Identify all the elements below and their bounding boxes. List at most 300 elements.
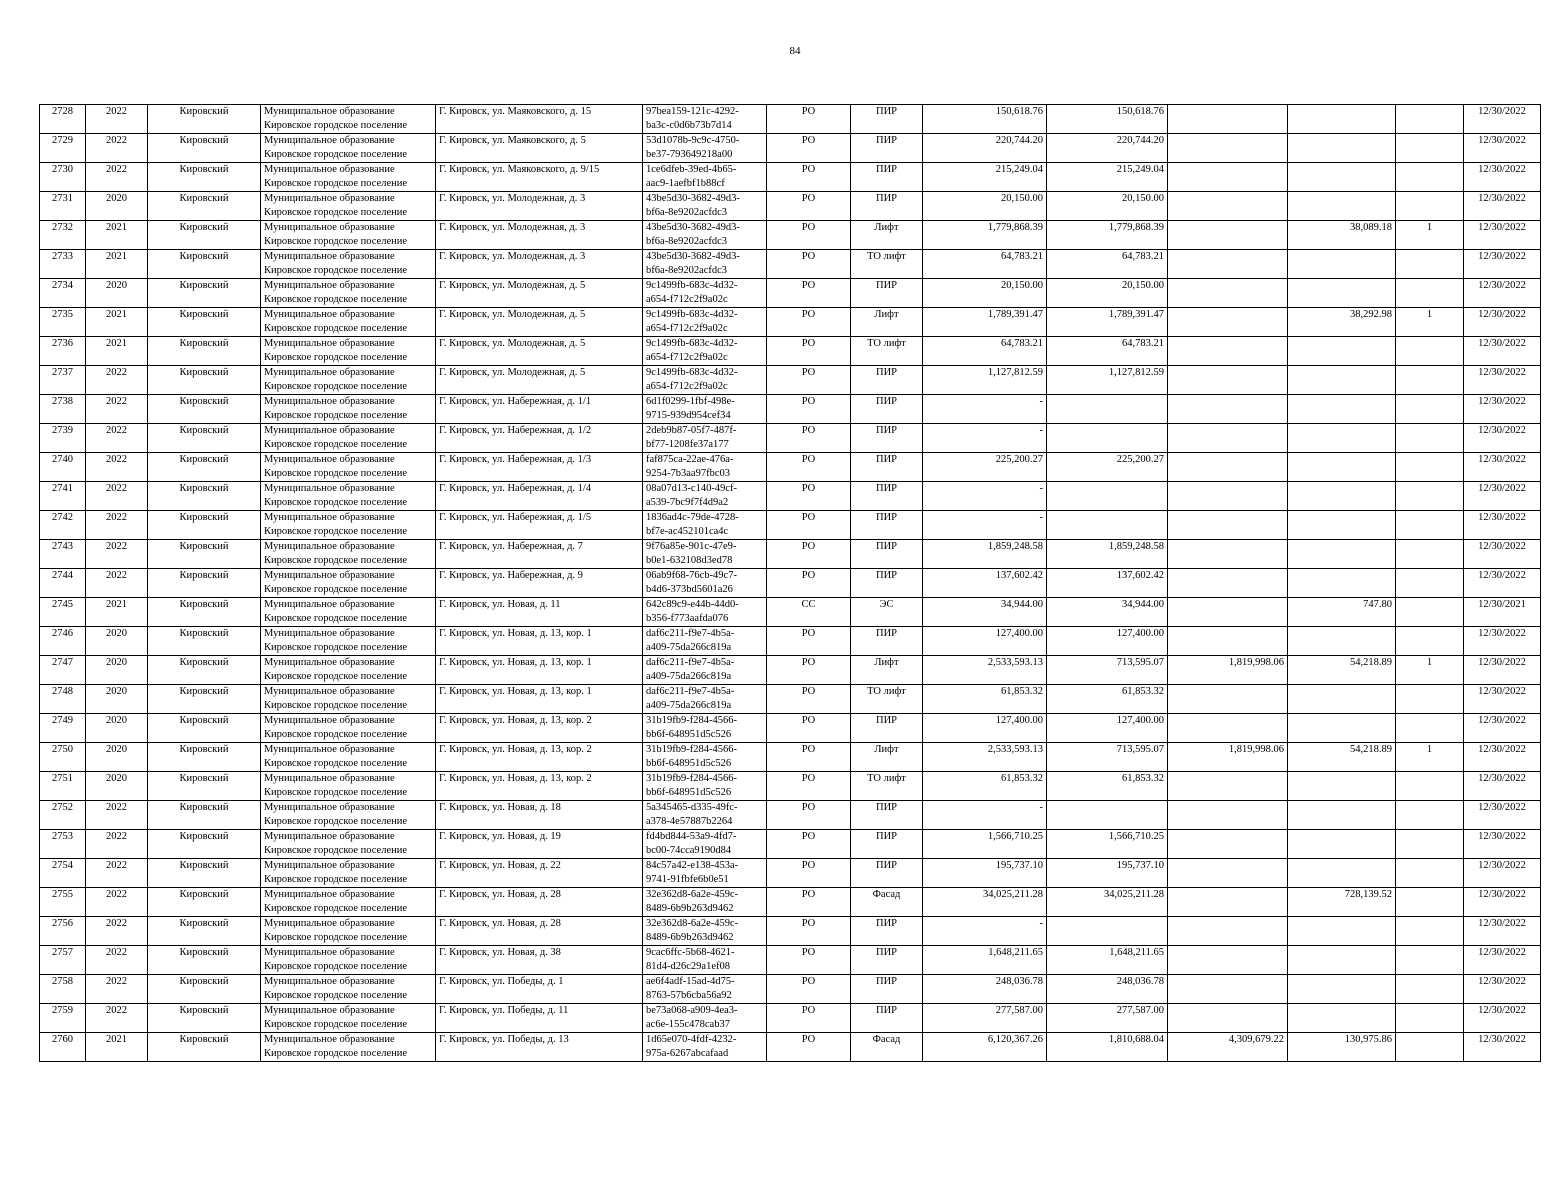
house-guid-cell [643,830,767,859]
total-sum-cell: - [923,482,1047,511]
program-type-cell: РО [767,540,851,569]
municipality-cell [261,163,436,192]
date-cell: 12/30/2022 [1464,772,1541,801]
district-cell: Кировский [148,598,261,627]
remaining-sum-cell [1168,685,1288,714]
remaining-sum-cell: 4,309,679.22 [1168,1033,1288,1062]
district-cell: Кировский [148,975,261,1004]
year-cell: 2021 [86,221,148,250]
total-sum-cell: 150,618.76 [923,105,1047,134]
house-guid-cell [643,366,767,395]
address-cell: Г. Кировск, ул. Маяковского, д. 15 [436,105,643,134]
municipality-line-1: Муниципальное образование [264,222,395,233]
municipality-cell [261,1033,436,1062]
guid-part-2: b356-f773aafda076 [646,613,729,624]
table-row [40,743,1541,772]
remaining-sum-cell [1168,714,1288,743]
remaining-sum-cell [1168,627,1288,656]
address-cell: Г. Кировск, ул. Молодежная, д. 5 [436,308,643,337]
program-type-cell: РО [767,714,851,743]
address-cell: Г. Кировск, ул. Маяковского, д. 5 [436,134,643,163]
house-guid-cell [643,917,767,946]
program-type-cell: РО [767,395,851,424]
row-number-cell: 2752 [40,801,86,830]
address-cell: Г. Кировск, ул. Набережная, д. 7 [436,540,643,569]
count-cell [1396,801,1464,830]
table-row [40,105,1541,134]
district-cell: Кировский [148,221,261,250]
municipality-line-2: Кировское городское поселение [264,1019,408,1030]
guid-part-2: 9254-7b3aa97fbc03 [646,468,730,479]
table-row [40,598,1541,627]
count-cell [1396,366,1464,395]
total-sum-cell: 1,779,868.39 [923,221,1047,250]
additional-sum-cell [1288,830,1396,859]
remaining-sum-cell [1168,569,1288,598]
row-number-cell: 2744 [40,569,86,598]
municipality-line-2: Кировское городское поселение [264,468,408,479]
guid-part-2: bf7e-ac452101ca4c [646,526,729,537]
guid-part-1: 84c57a42-e138-453a- [646,860,739,871]
guid-part-2: bb6f-648951d5c526 [646,787,732,798]
municipality-cell [261,192,436,221]
municipality-line-1: Муниципальное образование [264,744,395,755]
paid-sum-cell [1047,511,1168,540]
municipality-line-1: Муниципальное образование [264,599,395,610]
additional-sum-cell [1288,975,1396,1004]
work-type-cell: ПИР [851,482,923,511]
date-cell: 12/30/2022 [1464,569,1541,598]
municipality-line-2: Кировское городское поселение [264,555,408,566]
district-cell: Кировский [148,685,261,714]
count-cell [1396,627,1464,656]
row-number-cell: 2746 [40,627,86,656]
municipality-line-1: Муниципальное образование [264,309,395,320]
municipality-line-1: Муниципальное образование [264,541,395,552]
guid-part-1: 9c1499fb-683c-4d32- [646,280,738,291]
house-guid-cell [643,453,767,482]
guid-part-2: 8489-6b9b263d9462 [646,932,734,943]
house-guid-cell [643,511,767,540]
remaining-sum-cell [1168,366,1288,395]
municipality-line-2: Кировское городское поселение [264,990,408,1001]
additional-sum-cell [1288,337,1396,366]
table-row [40,366,1541,395]
municipality-line-1: Муниципальное образование [264,831,395,842]
work-type-cell: ПИР [851,366,923,395]
table-row [40,424,1541,453]
year-cell: 2020 [86,627,148,656]
address-cell: Г. Кировск, ул. Набережная, д. 9 [436,569,643,598]
date-cell: 12/30/2022 [1464,105,1541,134]
year-cell: 2022 [86,975,148,1004]
program-type-cell: РО [767,221,851,250]
row-number-cell: 2758 [40,975,86,1004]
municipality-line-2: Кировское городское поселение [264,613,408,624]
additional-sum-cell [1288,395,1396,424]
row-number-cell: 2735 [40,308,86,337]
guid-part-1: 43be5d30-3682-49d3- [646,251,740,262]
row-number-cell: 2732 [40,221,86,250]
row-number-cell: 2730 [40,163,86,192]
paid-sum-cell: 150,618.76 [1047,105,1168,134]
address-cell: Г. Кировск, ул. Новая, д. 13, кор. 1 [436,685,643,714]
date-cell: 12/30/2022 [1464,627,1541,656]
paid-sum-cell: 195,737.10 [1047,859,1168,888]
table-row [40,453,1541,482]
house-guid-cell [643,627,767,656]
paid-sum-cell: 215,249.04 [1047,163,1168,192]
table-row [40,163,1541,192]
count-cell [1396,569,1464,598]
guid-part-1: 43be5d30-3682-49d3- [646,222,740,233]
year-cell: 2022 [86,511,148,540]
municipality-cell [261,540,436,569]
row-number-cell: 2745 [40,598,86,627]
work-type-cell: ПИР [851,946,923,975]
municipality-line-1: Муниципальное образование [264,889,395,900]
guid-part-2: 9741-91fbfe6b0e51 [646,874,729,885]
additional-sum-cell [1288,279,1396,308]
municipality-line-1: Муниципальное образование [264,570,395,581]
row-number-cell: 2755 [40,888,86,917]
address-cell: Г. Кировск, ул. Новая, д. 22 [436,859,643,888]
address-cell: Г. Кировск, ул. Набережная, д. 1/3 [436,453,643,482]
date-cell: 12/30/2021 [1464,598,1541,627]
guid-part-1: 1836ad4c-79de-4728- [646,512,739,523]
table-row [40,888,1541,917]
total-sum-cell: 1,789,391.47 [923,308,1047,337]
row-number-cell: 2733 [40,250,86,279]
house-guid-cell [643,221,767,250]
house-guid-cell [643,859,767,888]
house-guid-cell [643,685,767,714]
row-number-cell: 2741 [40,482,86,511]
count-cell [1396,337,1464,366]
house-guid-cell [643,1033,767,1062]
total-sum-cell: 61,853.32 [923,772,1047,801]
paid-sum-cell: 64,783.21 [1047,250,1168,279]
remaining-sum-cell [1168,946,1288,975]
paid-sum-cell: 137,602.42 [1047,569,1168,598]
total-sum-cell: 2,533,593.13 [923,656,1047,685]
paid-sum-cell: 225,200.27 [1047,453,1168,482]
date-cell: 12/30/2022 [1464,685,1541,714]
count-cell: 1 [1396,308,1464,337]
district-cell: Кировский [148,714,261,743]
district-cell: Кировский [148,540,261,569]
municipality-line-2: Кировское городское поселение [264,932,408,943]
work-type-cell: ПИР [851,511,923,540]
municipality-line-1: Муниципальное образование [264,396,395,407]
municipality-line-2: Кировское городское поселение [264,497,408,508]
date-cell: 12/30/2022 [1464,337,1541,366]
municipality-line-2: Кировское городское поселение [264,352,408,363]
date-cell: 12/30/2022 [1464,482,1541,511]
count-cell: 1 [1396,221,1464,250]
paid-sum-cell: 64,783.21 [1047,337,1168,366]
paid-sum-cell: 20,150.00 [1047,192,1168,221]
guid-part-1: 9c1499fb-683c-4d32- [646,309,738,320]
work-type-cell: Фасад [851,1033,923,1062]
guid-part-2: bf6a-8e9202acfdc3 [646,207,728,218]
total-sum-cell: 195,737.10 [923,859,1047,888]
address-cell: Г. Кировск, ул. Новая, д. 13, кор. 2 [436,714,643,743]
municipality-cell [261,308,436,337]
table-row [40,656,1541,685]
house-guid-cell [643,250,767,279]
guid-part-2: a378-4e57887b2264 [646,816,733,827]
address-cell: Г. Кировск, ул. Молодежная, д. 5 [436,279,643,308]
date-cell: 12/30/2022 [1464,424,1541,453]
district-cell: Кировский [148,656,261,685]
municipality-line-1: Муниципальное образование [264,251,395,262]
program-type-cell: РО [767,627,851,656]
municipality-line-2: Кировское городское поселение [264,149,408,160]
municipality-cell [261,1004,436,1033]
table-row [40,482,1541,511]
program-type-cell: РО [767,105,851,134]
total-sum-cell: 1,566,710.25 [923,830,1047,859]
date-cell: 12/30/2022 [1464,975,1541,1004]
guid-part-1: daf6c211-f9e7-4b5a- [646,657,735,668]
municipality-line-2: Кировское городское поселение [264,671,408,682]
guid-part-2: a654-f712c2f9a02c [646,323,728,334]
remaining-sum-cell [1168,830,1288,859]
guid-part-2: a654-f712c2f9a02c [646,294,728,305]
address-cell: Г. Кировск, ул. Молодежная, д. 5 [436,366,643,395]
address-cell: Г. Кировск, ул. Набережная, д. 1/1 [436,395,643,424]
row-number-cell: 2743 [40,540,86,569]
table-row [40,250,1541,279]
guid-part-1: 53d1078b-9c9c-4750- [646,135,740,146]
district-cell: Кировский [148,801,261,830]
guid-part-1: 06ab9f68-76cb-49c7- [646,570,737,581]
municipality-line-2: Кировское городское поселение [264,903,408,914]
year-cell: 2021 [86,308,148,337]
municipality-line-1: Муниципальное образование [264,106,395,117]
additional-sum-cell [1288,424,1396,453]
count-cell [1396,134,1464,163]
program-type-cell: РО [767,685,851,714]
municipality-line-1: Муниципальное образование [264,860,395,871]
address-cell: Г. Кировск, ул. Новая, д. 19 [436,830,643,859]
work-type-cell: ПИР [851,975,923,1004]
paid-sum-cell [1047,395,1168,424]
paid-sum-cell: 1,566,710.25 [1047,830,1168,859]
municipality-line-1: Муниципальное образование [264,657,395,668]
municipality-line-2: Кировское городское поселение [264,758,408,769]
table-row [40,859,1541,888]
guid-part-1: be73a068-a909-4ea3- [646,1005,738,1016]
row-number-cell: 2759 [40,1004,86,1033]
additional-sum-cell [1288,250,1396,279]
date-cell: 12/30/2022 [1464,946,1541,975]
year-cell: 2020 [86,714,148,743]
year-cell: 2020 [86,743,148,772]
municipality-cell [261,424,436,453]
count-cell [1396,1033,1464,1062]
work-type-cell: ПИР [851,395,923,424]
program-type-cell: РО [767,1004,851,1033]
count-cell [1396,859,1464,888]
count-cell [1396,975,1464,1004]
date-cell: 12/30/2022 [1464,656,1541,685]
table-row [40,134,1541,163]
remaining-sum-cell [1168,540,1288,569]
district-cell: Кировский [148,424,261,453]
remaining-sum-cell [1168,801,1288,830]
additional-sum-cell [1288,627,1396,656]
year-cell: 2022 [86,134,148,163]
address-cell: Г. Кировск, ул. Молодежная, д. 3 [436,192,643,221]
additional-sum-cell [1288,772,1396,801]
additional-sum-cell [1288,714,1396,743]
municipality-cell [261,743,436,772]
table-row [40,830,1541,859]
additional-sum-cell [1288,163,1396,192]
date-cell: 12/30/2022 [1464,743,1541,772]
house-guid-cell [643,598,767,627]
guid-part-1: 9c1499fb-683c-4d32- [646,338,738,349]
additional-sum-cell: 130,975.86 [1288,1033,1396,1062]
remaining-sum-cell [1168,250,1288,279]
remaining-sum-cell [1168,134,1288,163]
district-cell: Кировский [148,366,261,395]
row-number-cell: 2729 [40,134,86,163]
total-sum-cell: 61,853.32 [923,685,1047,714]
program-type-cell: РО [767,163,851,192]
program-type-cell: РО [767,801,851,830]
guid-part-2: a654-f712c2f9a02c [646,381,728,392]
municipality-line-1: Муниципальное образование [264,367,395,378]
municipality-line-2: Кировское городское поселение [264,439,408,450]
year-cell: 2022 [86,917,148,946]
municipality-line-1: Муниципальное образование [264,164,395,175]
row-number-cell: 2748 [40,685,86,714]
paid-sum-cell: 248,036.78 [1047,975,1168,1004]
remaining-sum-cell [1168,888,1288,917]
work-type-cell: ЭС [851,598,923,627]
program-type-cell: РО [767,569,851,598]
work-type-cell: ПИР [851,105,923,134]
additional-sum-cell: 54,218.89 [1288,656,1396,685]
total-sum-cell: 137,602.42 [923,569,1047,598]
additional-sum-cell: 54,218.89 [1288,743,1396,772]
year-cell: 2022 [86,1004,148,1033]
municipality-line-1: Муниципальное образование [264,947,395,958]
additional-sum-cell [1288,801,1396,830]
year-cell: 2021 [86,1033,148,1062]
address-cell: Г. Кировск, ул. Новая, д. 13, кор. 1 [436,627,643,656]
guid-part-2: bf6a-8e9202acfdc3 [646,265,728,276]
page-number: 84 [789,45,801,57]
guid-part-2: 9715-939d954cef34 [646,410,731,421]
work-type-cell: ПИР [851,627,923,656]
municipality-line-1: Муниципальное образование [264,715,395,726]
program-type-cell: РО [767,337,851,366]
guid-part-2: a539-7bc9f7f4d9a2 [646,497,729,508]
address-cell: Г. Кировск, ул. Маяковского, д. 9/15 [436,163,643,192]
paid-sum-cell [1047,917,1168,946]
municipality-line-2: Кировское городское поселение [264,1048,408,1059]
municipality-line-1: Муниципальное образование [264,193,395,204]
municipality-cell [261,917,436,946]
table-row [40,685,1541,714]
row-number-cell: 2754 [40,859,86,888]
table-row [40,192,1541,221]
year-cell: 2022 [86,540,148,569]
remaining-sum-cell [1168,975,1288,1004]
paid-sum-cell: 1,810,688.04 [1047,1033,1168,1062]
guid-part-1: 1d65e070-4fdf-4232- [646,1034,737,1045]
municipality-line-2: Кировское городское поселение [264,265,408,276]
table-row [40,395,1541,424]
year-cell: 2022 [86,946,148,975]
work-type-cell: ПИР [851,424,923,453]
house-guid-cell [643,192,767,221]
district-cell: Кировский [148,308,261,337]
address-cell: Г. Кировск, ул. Молодежная, д. 5 [436,337,643,366]
year-cell: 2022 [86,859,148,888]
municipality-line-2: Кировское городское поселение [264,410,408,421]
paid-sum-cell [1047,424,1168,453]
count-cell [1396,830,1464,859]
address-cell: Г. Кировск, ул. Новая, д. 11 [436,598,643,627]
remaining-sum-cell [1168,424,1288,453]
paid-sum-cell: 127,400.00 [1047,627,1168,656]
municipality-line-1: Муниципальное образование [264,918,395,929]
program-type-cell: РО [767,482,851,511]
remaining-sum-cell [1168,105,1288,134]
municipality-cell [261,134,436,163]
municipality-cell [261,975,436,1004]
year-cell: 2022 [86,801,148,830]
guid-part-1: 6d1f0299-1fbf-498e- [646,396,735,407]
total-sum-cell: 127,400.00 [923,627,1047,656]
guid-part-2: 8489-6b9b263d9462 [646,903,734,914]
guid-part-2: bb6f-648951d5c526 [646,729,732,740]
total-sum-cell: - [923,424,1047,453]
house-guid-cell [643,975,767,1004]
date-cell: 12/30/2022 [1464,192,1541,221]
guid-part-2: a409-75da266c819a [646,700,732,711]
municipality-line-2: Кировское городское поселение [264,700,408,711]
house-guid-cell [643,1004,767,1033]
work-type-cell: ПИР [851,830,923,859]
municipality-cell [261,830,436,859]
remaining-sum-cell [1168,308,1288,337]
total-sum-cell: 20,150.00 [923,192,1047,221]
municipality-line-2: Кировское городское поселение [264,178,408,189]
year-cell: 2022 [86,830,148,859]
paid-sum-cell: 1,127,812.59 [1047,366,1168,395]
municipality-line-2: Кировское городское поселение [264,729,408,740]
municipality-line-1: Муниципальное образование [264,1034,395,1045]
work-type-cell: ТО лифт [851,337,923,366]
year-cell: 2021 [86,598,148,627]
paid-sum-cell: 713,595.07 [1047,743,1168,772]
remaining-sum-cell [1168,453,1288,482]
municipality-cell [261,772,436,801]
district-cell: Кировский [148,250,261,279]
district-cell: Кировский [148,337,261,366]
date-cell: 12/30/2022 [1464,308,1541,337]
row-number-cell: 2753 [40,830,86,859]
row-number-cell: 2738 [40,395,86,424]
paid-sum-cell: 220,744.20 [1047,134,1168,163]
guid-part-2: b4d6-373bd5601a26 [646,584,733,595]
